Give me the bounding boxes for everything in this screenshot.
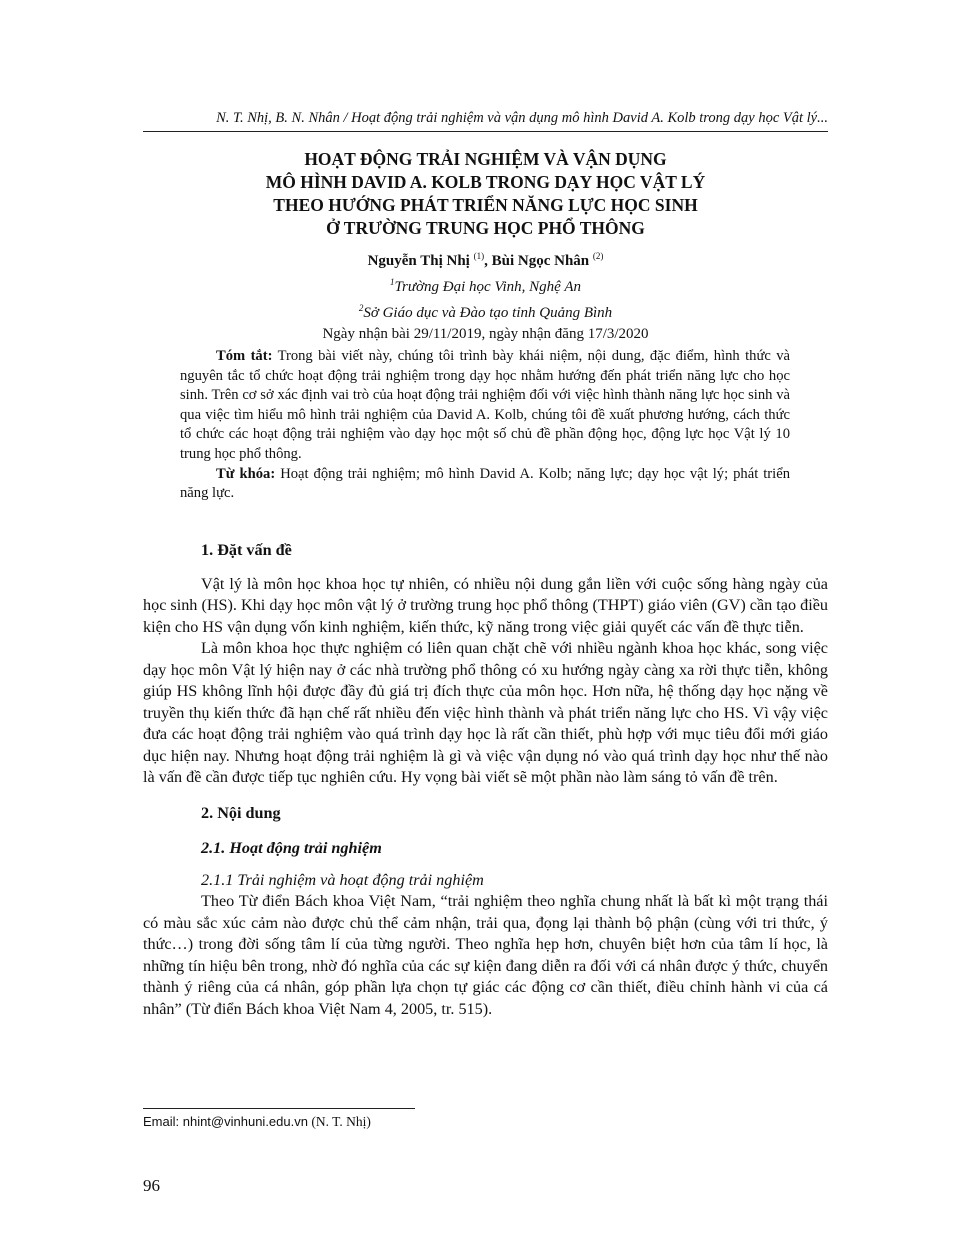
title-line-4: Ở TRƯỜNG TRUNG HỌC PHỔ THÔNG [326,218,645,238]
body-text [143,540,828,1020]
subsection-2-1-heading: 2.1. Hoạt động trải nghiệm [201,839,382,857]
abstract-text: Trong bài viết này, chúng tôi trình bày khái niệm, nội dung, đặc điểm, hình thức và nguyên tắc tổ chức hoạt động trải nghiệm trong dạy học nhằm hướng đến phát triển năng lực cho học sinh. Trên cơ sở xác định vai trò của hoạt động trải nghiệm đối với việc hình thành năng lực học sinh và qua việc tìm hiểu mô hình trải nghiệm của David A. Kolb, chúng tôi đề xuất phương hướng, cách thức tổ chức các hoạt động trải nghiệm vào dạy học một số chủ đề phần động học, động lực học Vật lý 10 trung học phổ thông. [180,348,790,462]
footnote-author: (N. T. Nhị) [307,1114,371,1129]
received-dates: Ngày nhận bài 29/11/2019, ngày nhận đăng 17/3/2020 [322,326,649,342]
title-line-3: THEO HƯỚNG PHÁT TRIỂN NĂNG LỰC HỌC SINH [273,195,698,215]
section-1-heading: 1. Đặt vấn đề [201,541,292,559]
section-1-paragraph-2: Là môn khoa học thực nghiệm có liên quan chặt chẽ với nhiều ngành khoa học khác, song việc dạy học môn Vật lý hiện nay ở các nhà trường phổ thông có xu hướng ngày càng xa rời thực tiễn, không giúp HS không lĩnh hội được đầy đủ giá trị đích thực của môn học. Hơn nữa, hệ thống dạy học nặng về truyền thụ kiến thức đã hạn chế rất nhiều đến việc hình thành và phát triển năng lực cho HS. Vì vậy việc đưa các hoạt động trải nghiệm vào quá trình dạy học là rất cần thiết, phù hợp với mục tiêu đổi mới giáo dục hiện nay. Nhưng hoạt động trải nghiệm là gì và việc vận dụng nó vào quá trình dạy học như thế nào là vấn đề cần được tiếp tục nghiên cứu. Hy vọng bài viết sẽ một phần nào làm sáng tỏ vấn đề trên. [143,639,828,786]
author-2-sup: (2) [592,251,604,261]
author-names [143,246,828,272]
section-1-paragraph-1: Vật lý là môn học khoa học tự nhiên, có nhiều nội dung gắn liền với cuộc sống hàng ngày của học sinh (HS). Khi dạy học môn vật lý ở trường trung học phổ thông (THPT) giáo viên (GV) cần tạo điều kiện cho HS vận dụng vốn kinh nghiệm, kiến thức, kỹ năng trong việc giải quyết các vấn đề thực tiễn. [143,574,828,636]
affiliation-2 [143,298,828,324]
subsection-2-1-1-heading: 2.1.1 Trải nghiệm và hoạt động trải nghiệm [201,870,484,889]
footnote-rule [143,1108,415,1109]
affiliation-1 [143,272,828,298]
author-block [143,246,828,345]
abstract-paragraph [180,347,790,465]
affiliation-1-text: Trường Đại học Vinh, Nghệ An [394,279,581,295]
affiliation-1-sup: 1 [390,277,395,287]
keywords-label: Từ khóa: [216,465,276,482]
keywords-paragraph [180,465,790,504]
running-header: N. T. Nhị, B. N. Nhân / Hoạt động trải nghiệm và vận dụng mô hình David A. Kolb trong dạy học Vật lý... [216,110,828,126]
author-separator: , [484,253,492,269]
paper-title [143,148,828,240]
abstract [180,347,790,504]
section-2-paragraph-1: Theo Từ điển Bách khoa Việt Nam, “trải nghiệm theo nghĩa chung nhất là bất kì một trạng thái có màu sắc xúc cảm nào được chủ thể cảm nhận, trải qua, đọng lại thành bộ phận (cùng với tri thức, ý thức…) trong đời sống tâm lí của từng người. Theo nghĩa hẹp hơn, chuyên biệt hơn của tâm lí học, là những tín hiệu bên trong, nhờ đó nghĩa của các sự kiện đang diễn ra đối với cá nhân được ý thức, chuyển thành ý riêng của cá nhân, góp phần lựa chọn tự giác các động cơ cần thiết, điều chỉnh hành vi của cá nhân” (Từ điển Bách khoa Việt Nam 4, 2005, tr. 515). [143,892,828,1018]
spacer [143,789,828,803]
abstract-label: Tóm tắt: [216,348,273,364]
title-line-2: MÔ HÌNH DAVID A. KOLB TRONG DẠY HỌC VẬT LÝ [265,172,706,192]
author-1-sup: (1) [473,251,485,261]
footnote-email: Email: nhint@vinhuni.edu.vn [143,1114,308,1129]
footnote [143,1114,828,1130]
section-2-heading: 2. Nội dung [201,803,281,822]
header-rule [143,131,828,132]
author-2: Bùi Ngọc Nhân [491,253,590,269]
keywords-text: Hoạt động trải nghiệm; mô hình David A. Kolb; năng lực; dạy học vật lý; phát triển năng lực. [180,465,790,502]
affiliation-2-sup: 2 [358,303,364,313]
affiliation-2-text: Sở Giáo dục và Đào tạo tỉnh Quảng Bình [363,305,613,321]
title-line-1: HOẠT ĐỘNG TRẢI NGHIỆM VÀ VẬN DỤNG [304,149,667,169]
author-1: Nguyễn Thị Nhị [367,253,470,269]
page-number: 96 [143,1176,160,1195]
